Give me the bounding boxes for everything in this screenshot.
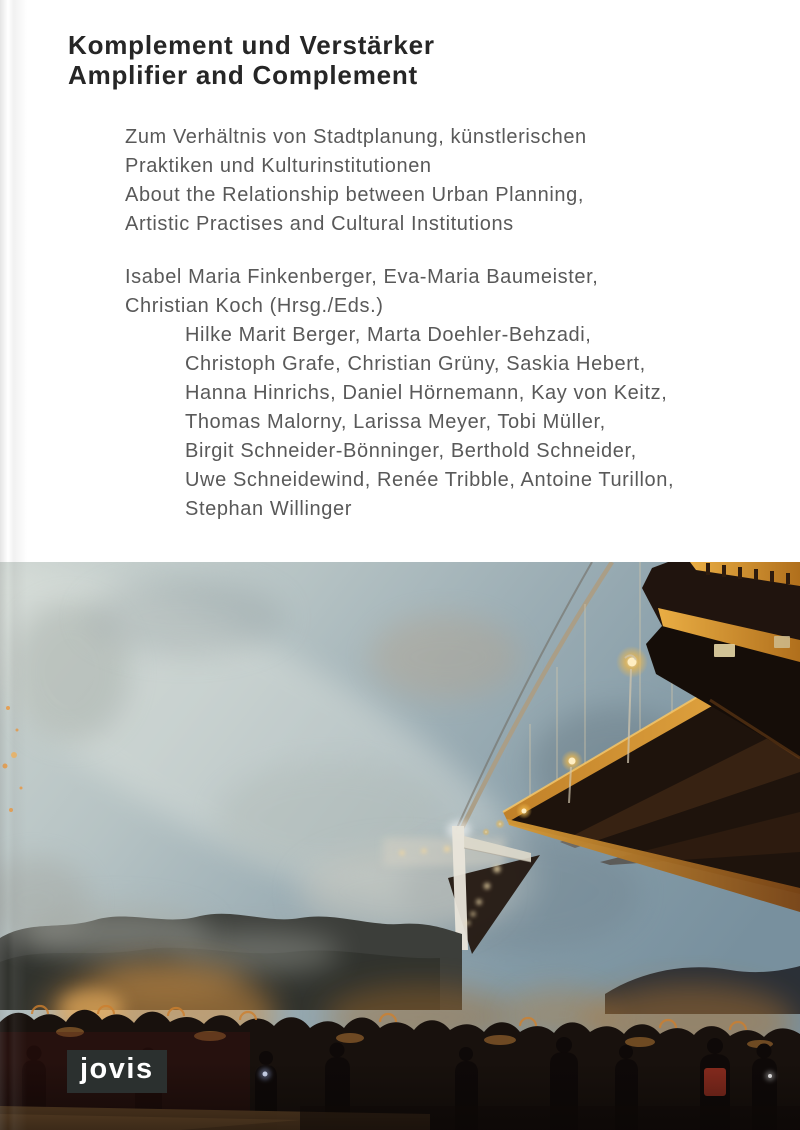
book-title — [68, 30, 800, 90]
subtitle-line: Zum Verhältnis von Stadtplanung, künstlerischen — [125, 126, 587, 148]
contributors — [185, 321, 800, 524]
subtitle-line: About the Relationship between Urban Planning, — [125, 184, 585, 206]
subtitle — [125, 123, 800, 239]
jovis-logo-text: jovis — [80, 1053, 154, 1085]
contributor-line: Stephan Willinger — [185, 498, 352, 520]
cover-photo-illustration — [0, 562, 800, 1130]
contributor-line: Uwe Schneidewind, Renée Tribble, Antoine Turillon, — [185, 469, 675, 491]
contributor-line: Hilke Marit Berger, Marta Doehler-Behzadi, — [185, 324, 592, 346]
title-english: Amplifier and Complement — [68, 60, 419, 90]
subtitle-line: Artistic Practises and Cultural Institutions — [125, 213, 514, 235]
contributor-line: Hanna Hinrichs, Daniel Hörnemann, Kay von Keitz, — [185, 382, 668, 404]
jovis-logo — [67, 1050, 167, 1093]
contributor-line: Birgit Schneider-Bönninger, Berthold Schneider, — [185, 440, 637, 462]
editors — [125, 263, 800, 321]
subtitle-line: Praktiken und Kulturinstitutionen — [125, 155, 432, 177]
editors-line: Isabel Maria Finkenberger, Eva-Maria Baumeister, — [125, 266, 599, 288]
cover-photo — [0, 562, 800, 1130]
contributor-line: Christoph Grafe, Christian Grüny, Saskia Hebert, — [185, 353, 646, 375]
editors-line: Christian Koch (Hrsg./Eds.) — [125, 295, 384, 317]
cover-text-block — [0, 0, 800, 524]
contributor-line: Thomas Malorny, Larissa Meyer, Tobi Müller, — [185, 411, 606, 433]
title-german: Komplement und Verstärker — [68, 30, 435, 60]
